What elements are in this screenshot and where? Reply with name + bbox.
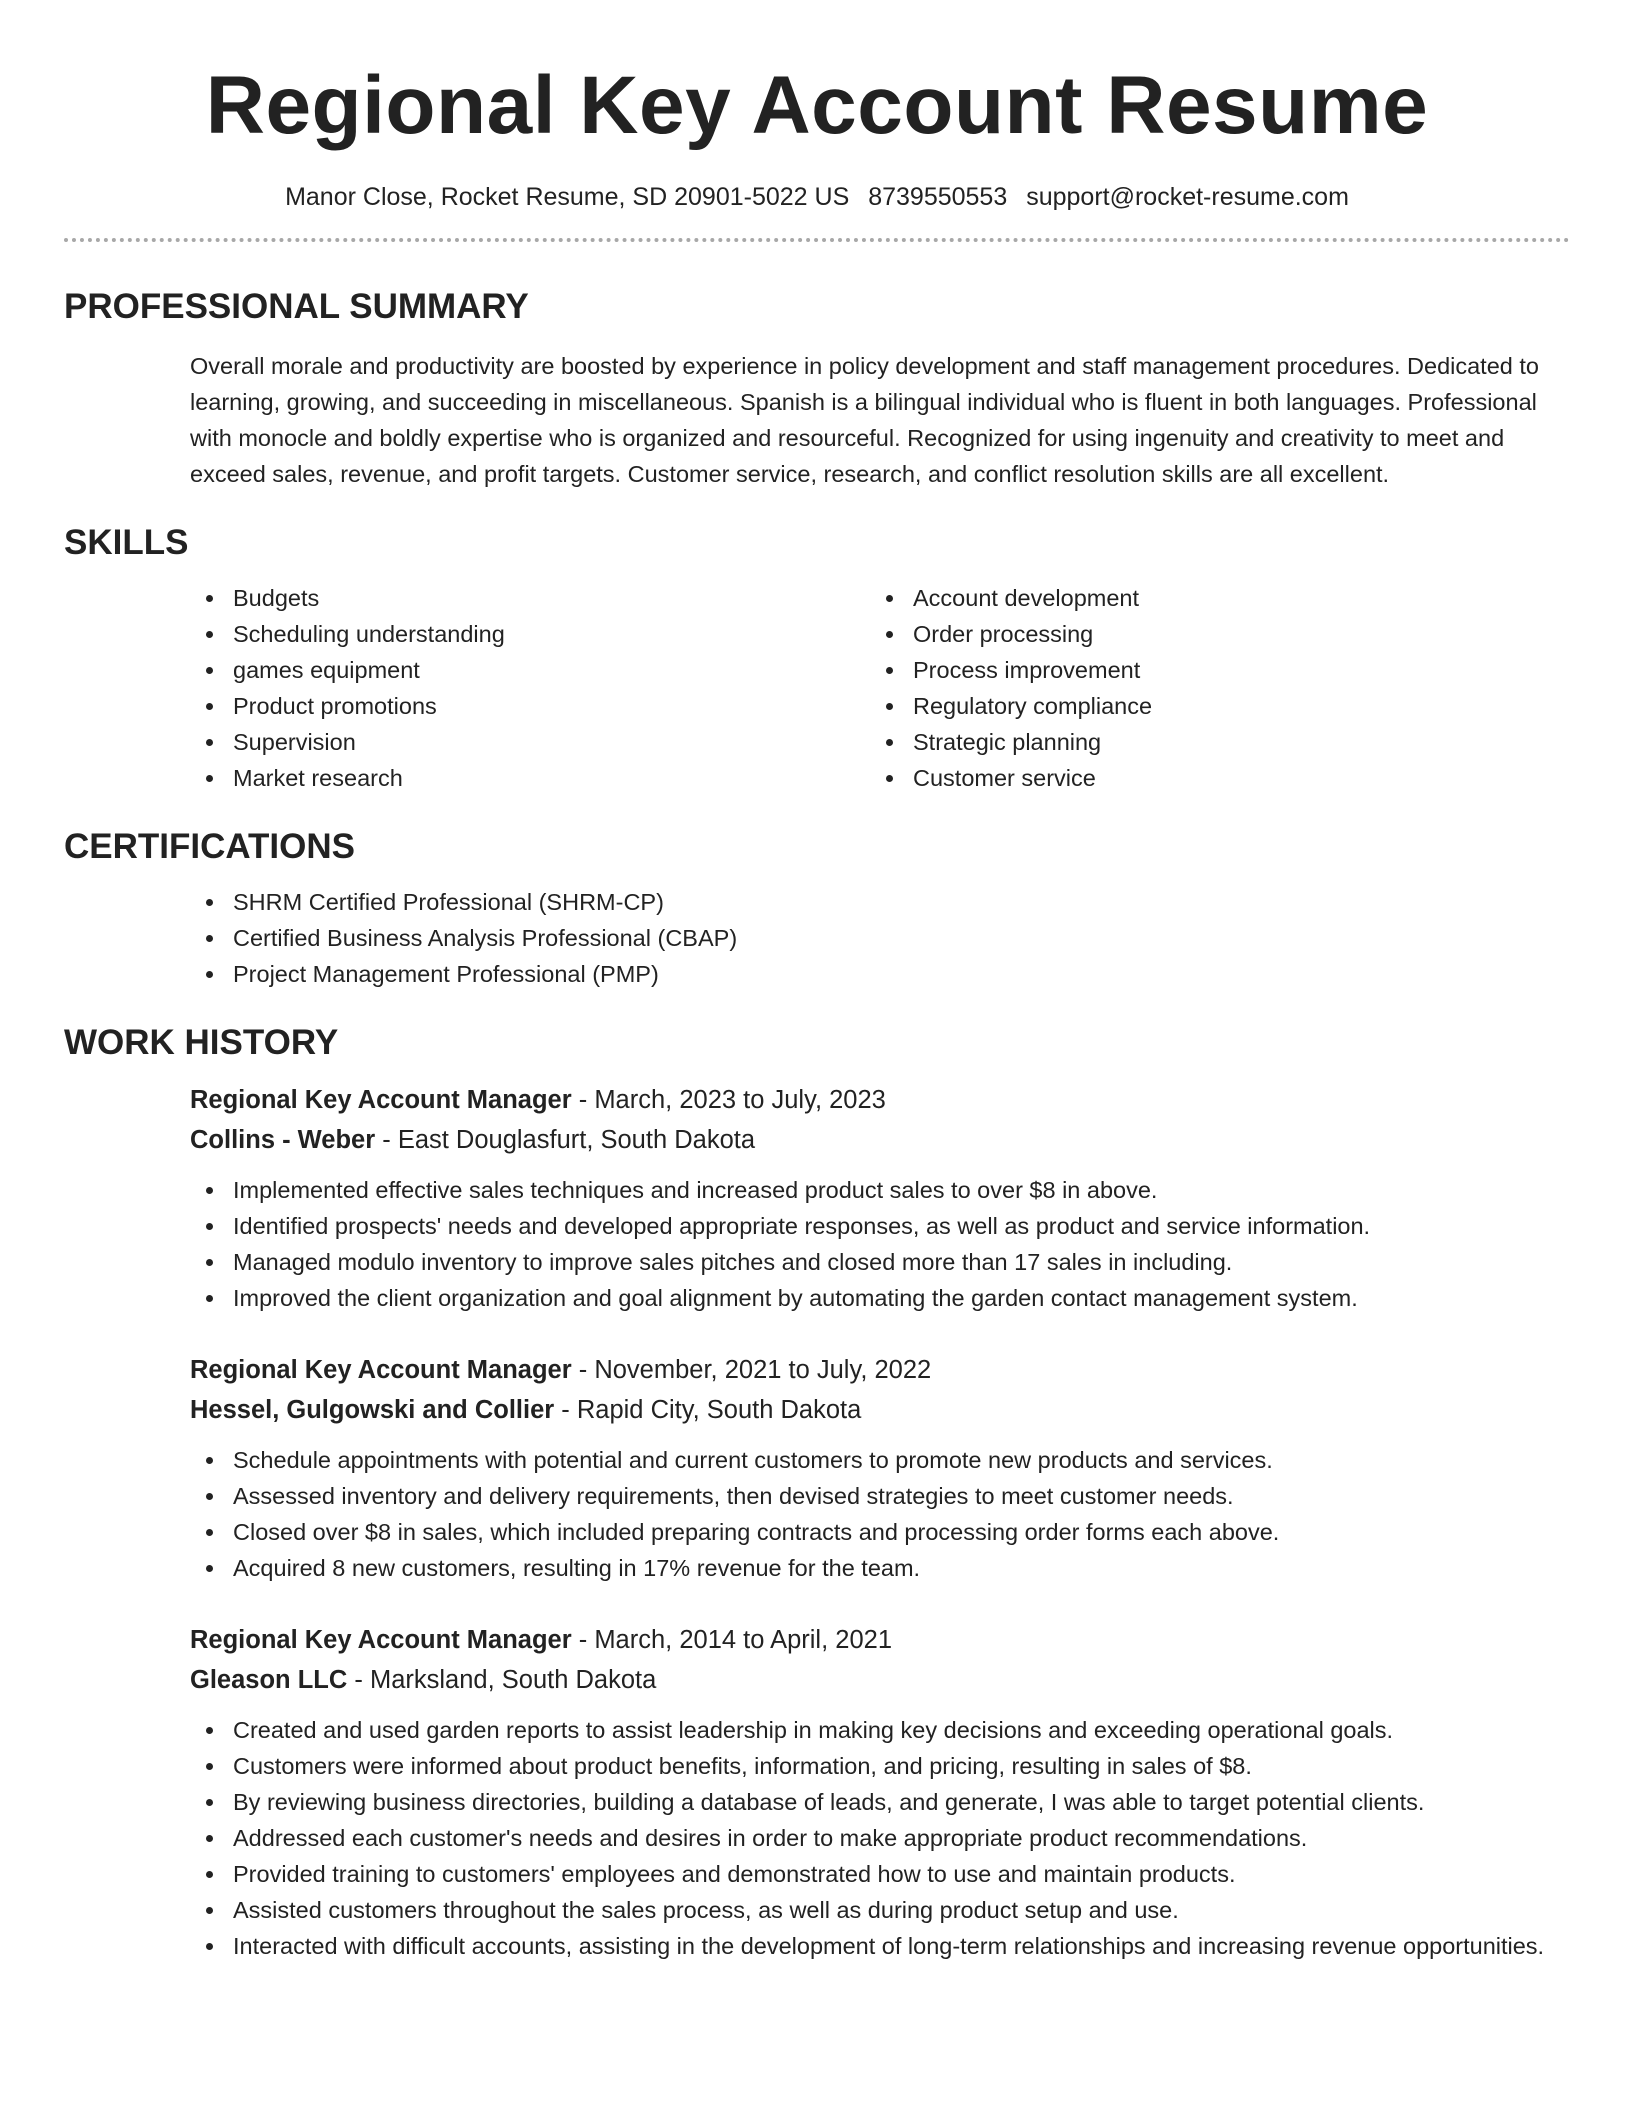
summary-body bbox=[190, 348, 1570, 492]
work-body bbox=[190, 1080, 1570, 1964]
certifications-body bbox=[190, 884, 1570, 992]
job-bullet: Provided training to customers' employees and demonstrated how to use and maintain products. bbox=[190, 1856, 1570, 1892]
job-bullet: Managed modulo inventory to improve sales pitches and closed more than 17 sales in including. bbox=[190, 1244, 1570, 1280]
job-entry bbox=[190, 1350, 1570, 1586]
job-bullet: Assisted customers throughout the sales process, as well as during product setup and use. bbox=[190, 1892, 1570, 1928]
skills-list-left bbox=[190, 580, 870, 796]
skill-item: Account development bbox=[870, 580, 1550, 616]
resume-page bbox=[64, 0, 1570, 2112]
job-bullet: Improved the client organization and goal alignment by automating the garden contact management system. bbox=[190, 1280, 1570, 1316]
job-bullet: Assessed inventory and delivery requirements, then devised strategies to meet customer needs. bbox=[190, 1478, 1570, 1514]
job-dates: March, 2014 to April, 2021 bbox=[594, 1626, 892, 1654]
summary-text: Overall morale and productivity are boosted by experience in policy development and staff management procedures. Dedicated to learning, growing, and succeeding in miscellaneous. Spanish is a bilingual individual who is fluent in both languages. Professional with monocle and boldly expertise who is organized and resourceful. Recognized for using ingenuity and creativity to meet and exceed sales, revenue, and profit targets. Customer service, research, and conflict resolution skills are all excellent. bbox=[190, 353, 1539, 487]
job-bullet: Created and used garden reports to assist leadership in making key decisions and exceeding operational goals. bbox=[190, 1712, 1570, 1748]
summary-heading: PROFESSIONAL SUMMARY bbox=[64, 287, 529, 326]
job-company: Gleason LLC bbox=[190, 1666, 348, 1694]
job-title: Regional Key Account Manager bbox=[190, 1356, 572, 1384]
contact-phone: 8739550553 bbox=[868, 183, 1008, 211]
job-company: Collins - Weber bbox=[190, 1126, 376, 1154]
skill-item: Strategic planning bbox=[870, 724, 1550, 760]
skill-item: Process improvement bbox=[870, 652, 1550, 688]
job-location: East Douglasfurt, South Dakota bbox=[397, 1126, 756, 1154]
skills-grid bbox=[190, 580, 1570, 796]
job-location: Marksland, South Dakota bbox=[369, 1666, 657, 1694]
job-company-line: Hessel, Gulgowski and Collier - Rapid City, South Dakota bbox=[190, 1396, 862, 1424]
skills-list-right bbox=[870, 580, 1550, 796]
contact-line bbox=[64, 182, 1570, 212]
certification-item: Certified Business Analysis Professional (CBAP) bbox=[190, 920, 1570, 956]
job-bullet: Interacted with difficult accounts, assisting in the development of long-term relationships and increasing revenue opportunities. bbox=[190, 1928, 1570, 1964]
job-dates: November, 2021 to July, 2022 bbox=[594, 1356, 932, 1384]
job-bullet: Customers were informed about product benefits, information, and pricing, resulting in sales of $8. bbox=[190, 1748, 1570, 1784]
job-bullet: By reviewing business directories, building a database of leads, and generate, I was able to target potential clients. bbox=[190, 1784, 1570, 1820]
job-company-line: Gleason LLC - Marksland, South Dakota bbox=[190, 1666, 657, 1694]
job-title-line: Regional Key Account Manager - March, 2014 to April, 2021 bbox=[190, 1626, 892, 1654]
skill-item: Customer service bbox=[870, 760, 1550, 796]
job-bullets bbox=[190, 1442, 1570, 1586]
skill-item: Regulatory compliance bbox=[870, 688, 1550, 724]
resume-title: Regional Key Account Resume bbox=[205, 60, 1429, 151]
job-bullets bbox=[190, 1712, 1570, 1964]
skill-item: Budgets bbox=[190, 580, 870, 616]
job-location: Rapid City, South Dakota bbox=[576, 1396, 862, 1424]
certifications-list bbox=[190, 884, 1570, 992]
certifications-section bbox=[64, 826, 1570, 992]
job-bullets bbox=[190, 1172, 1570, 1316]
summary-section bbox=[64, 286, 1570, 492]
job-dates: March, 2023 to July, 2023 bbox=[594, 1086, 886, 1114]
job-entry bbox=[190, 1620, 1570, 1964]
job-company: Hessel, Gulgowski and Collier bbox=[190, 1396, 555, 1424]
skills-heading: SKILLS bbox=[64, 523, 189, 562]
job-bullet: Identified prospects' needs and developed appropriate responses, as well as product and service information. bbox=[190, 1208, 1570, 1244]
job-title: Regional Key Account Manager bbox=[190, 1626, 572, 1654]
job-title-line: Regional Key Account Manager - November, 2021 to July, 2022 bbox=[190, 1356, 932, 1384]
job-bullet: Implemented effective sales techniques and increased product sales to over $8 in above. bbox=[190, 1172, 1570, 1208]
skills-section bbox=[64, 522, 1570, 796]
skill-item: Order processing bbox=[870, 616, 1550, 652]
header-divider bbox=[64, 238, 1570, 242]
certifications-heading: CERTIFICATIONS bbox=[64, 827, 356, 866]
job-title-line: Regional Key Account Manager - March, 2023 to July, 2023 bbox=[190, 1086, 886, 1114]
job-bullet: Closed over $8 in sales, which included preparing contracts and processing order forms each above. bbox=[190, 1514, 1570, 1550]
job-bullet: Addressed each customer's needs and desires in order to make appropriate product recommendations. bbox=[190, 1820, 1570, 1856]
contact-address: Manor Close, Rocket Resume, SD 20901-5022 US bbox=[285, 183, 850, 211]
certification-item: SHRM Certified Professional (SHRM-CP) bbox=[190, 884, 1570, 920]
skill-item: Product promotions bbox=[190, 688, 870, 724]
job-entry bbox=[190, 1080, 1570, 1316]
job-company-line: Collins - Weber - East Douglasfurt, South Dakota bbox=[190, 1126, 756, 1154]
skill-item: games equipment bbox=[190, 652, 870, 688]
contact-email: support@rocket-resume.com bbox=[1026, 183, 1349, 211]
job-title: Regional Key Account Manager bbox=[190, 1086, 572, 1114]
job-bullet: Schedule appointments with potential and current customers to promote new products and services. bbox=[190, 1442, 1570, 1478]
skill-item: Supervision bbox=[190, 724, 870, 760]
work-section bbox=[64, 1022, 1570, 1964]
job-bullet: Acquired 8 new customers, resulting in 17% revenue for the team. bbox=[190, 1550, 1570, 1586]
skill-item: Scheduling understanding bbox=[190, 616, 870, 652]
skill-item: Market research bbox=[190, 760, 870, 796]
work-heading: WORK HISTORY bbox=[64, 1023, 339, 1062]
certification-item: Project Management Professional (PMP) bbox=[190, 956, 1570, 992]
